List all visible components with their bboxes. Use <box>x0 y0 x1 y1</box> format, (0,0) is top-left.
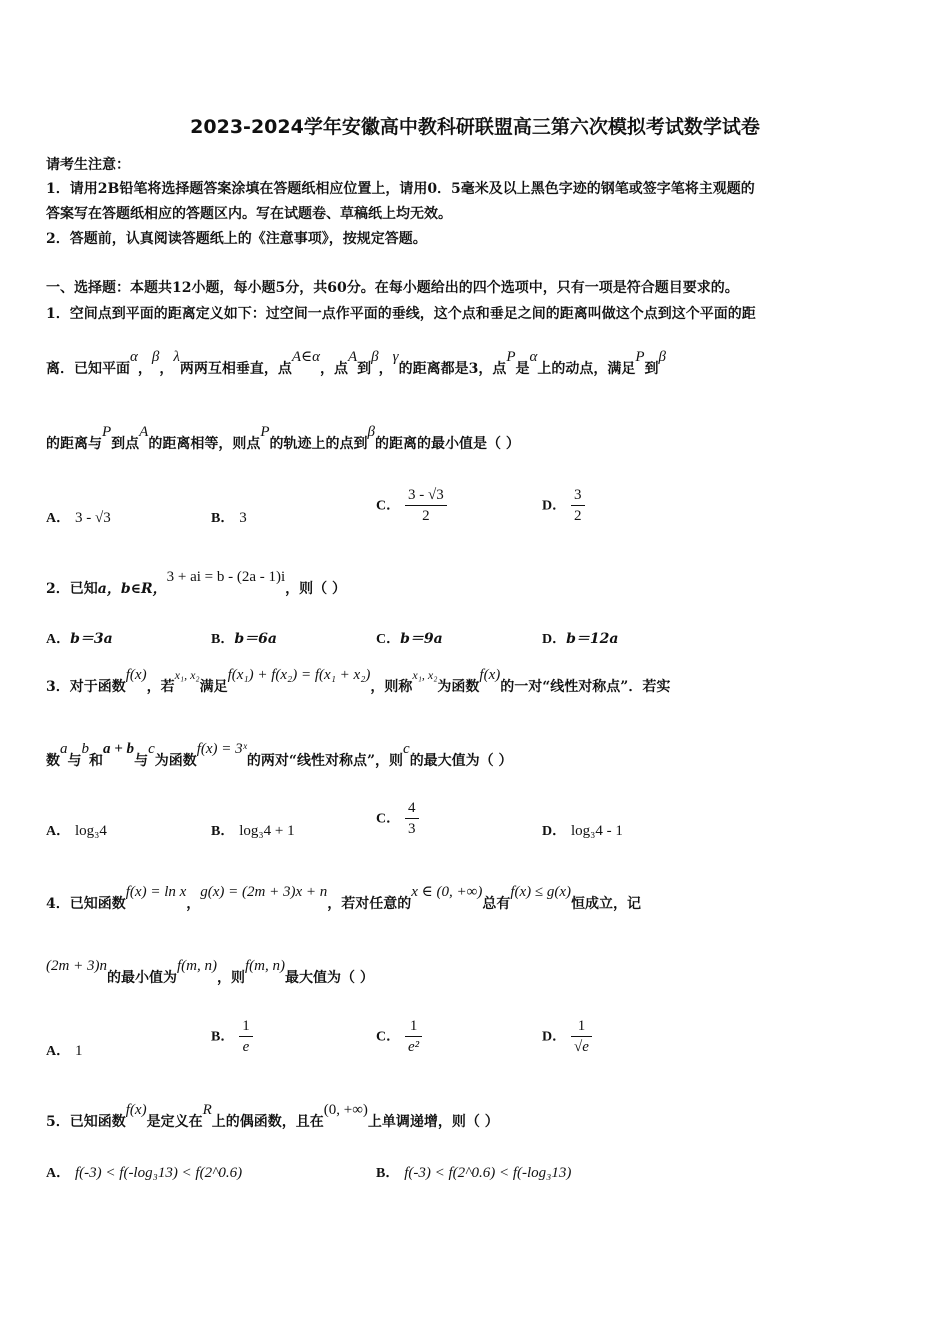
q1-line2 <box>46 349 667 378</box>
q1-option-c[interactable] <box>376 485 447 526</box>
option-value: 3 <box>239 510 247 526</box>
alpha-symbol: α <box>130 349 138 365</box>
point-a: A <box>139 424 149 440</box>
q1-option-d[interactable] <box>542 485 585 526</box>
section-heading: 一、选择题：本题共12小题，每小题5分，共60分。在每小题给出的四个选项中，只有一项是符合题目要求的。 <box>46 280 739 296</box>
option-value: log₃4 - 1 <box>571 823 623 839</box>
q2-option-d[interactable] <box>542 628 618 648</box>
option-label: D． <box>542 1029 567 1045</box>
q3-text: 与 <box>134 753 149 769</box>
q5-option-a[interactable] <box>46 1162 242 1182</box>
fraction <box>571 485 585 526</box>
q1-comma: ， <box>159 361 174 377</box>
fraction-denominator: e <box>242 1039 250 1055</box>
q1-text: 到 <box>644 361 659 377</box>
q4-text: 最大值为（ ） <box>284 970 374 986</box>
notice-item-1a: 1．请用2B铅笔将选择题答案涂填在答题纸相应位置上，请用0．5毫米及以上黑色字迹的钢笔或签字笔将主观题的 <box>46 181 755 197</box>
q1-text: 的距离的最小值是（ ） <box>375 436 520 452</box>
q4-line2 <box>46 958 374 987</box>
point-p: P <box>260 424 270 440</box>
beta-symbol: β <box>658 349 667 365</box>
q2-equation: 3 + ai = b - (2a - 1)i <box>166 569 286 585</box>
q1-text: 的轨迹上的点到 <box>269 436 368 452</box>
q4-text: 总有 <box>482 896 511 912</box>
option-label: B． <box>211 824 235 839</box>
q1-comma: ， <box>378 361 393 377</box>
fraction-denominator: 2 <box>574 508 582 524</box>
q4-text: 恒成立，记 <box>571 896 642 912</box>
option-label: D． <box>542 824 567 839</box>
point-p: P <box>506 349 516 365</box>
point-p: P <box>102 424 112 440</box>
fx-3x-symbol: f(x) = 3ˣ <box>196 741 247 757</box>
q4-fmn: f(m, n) <box>244 958 285 974</box>
q3-option-b[interactable] <box>211 820 295 840</box>
q5-text: 是定义在 <box>146 1114 203 1130</box>
q1-text: 的距离与 <box>46 436 102 452</box>
q4-text: ，若对任意的 <box>327 896 412 912</box>
fraction <box>405 1016 422 1057</box>
q3-option-d[interactable] <box>542 820 623 840</box>
fx-symbol: f(x) <box>125 667 147 683</box>
notice-heading: 请考生注意： <box>46 157 130 173</box>
option-label: A． <box>46 824 71 839</box>
q3-text: 和 <box>89 753 103 769</box>
fraction <box>239 1016 253 1057</box>
option-value: f(-3) < f(-log₃13) < f(2^0.6) <box>75 1165 243 1181</box>
option-label: A． <box>46 1166 71 1181</box>
option-label: A． <box>46 1044 71 1059</box>
c-symbol: c <box>148 741 155 757</box>
q1-text: 是 <box>515 361 530 377</box>
q3-text: 的最大值为（ ） <box>409 753 513 769</box>
q1-text: 上的动点，满足 <box>537 361 636 377</box>
q1-line1: 1．空间点到平面的距离定义如下：过空间一点作平面的垂线，这个点和垂足之间的距离叫做这个点到这个平面的距 <box>46 306 756 322</box>
q1-comma: ， <box>137 361 152 377</box>
q4-option-c[interactable] <box>376 1016 422 1057</box>
q3-text: 3．对于函数 <box>46 679 126 695</box>
q3-text: ，若 <box>146 679 175 695</box>
option-value: b＝6a <box>234 631 277 647</box>
point-p: P <box>635 349 645 365</box>
q1-text: 的距离相等，则点 <box>148 436 261 452</box>
q5-stem <box>46 1102 499 1131</box>
alpha-symbol: α <box>529 349 538 365</box>
option-value: b＝3a <box>70 631 113 647</box>
option-value: f(-3) < f(2^0.6) < f(-log₃13) <box>404 1165 572 1181</box>
q4-text: 的最小值为 <box>106 970 177 986</box>
q2-vars: a，b∈R， <box>97 581 167 597</box>
notice-item-1b: 答案写在答题纸相应的答题区内。写在试题卷、草稿纸上均无效。 <box>46 206 452 222</box>
q4-f-def: f(x) = ln x <box>125 884 187 900</box>
option-label: C． <box>376 498 401 514</box>
q5-text: 5．已知函数 <box>46 1114 126 1130</box>
option-value: log₃4 + 1 <box>239 823 295 839</box>
q5-text: 上单调递增，则（ ） <box>367 1114 499 1130</box>
q3-equation: f(x₁) + f(x₂) = f(x₁ + x₂) <box>227 667 371 683</box>
q4-inequality: f(x) ≤ g(x) <box>510 884 572 900</box>
option-label: A． <box>46 511 71 526</box>
a-symbol: a <box>60 741 68 757</box>
q2-option-a[interactable] <box>46 628 113 648</box>
option-label: D． <box>542 632 567 647</box>
q4-line1 <box>46 884 642 913</box>
option-label: C． <box>376 811 401 827</box>
fraction <box>405 485 447 526</box>
b-symbol: b <box>81 741 89 757</box>
option-value: b＝9a <box>400 631 443 647</box>
beta-symbol: β <box>151 349 160 365</box>
q5-interval: (0, +∞) <box>323 1102 368 1118</box>
q3-text: ，则称 <box>370 679 413 695</box>
beta-symbol: β <box>367 424 375 440</box>
fraction <box>405 798 419 839</box>
fx-symbol: f(x) <box>125 1102 147 1118</box>
q2-option-c[interactable] <box>376 628 443 648</box>
fraction-numerator: 3 - √3 <box>405 485 447 506</box>
q3-line2 <box>46 741 513 770</box>
q3-text: 为函数 <box>437 679 480 695</box>
q3-text: 为函数 <box>154 753 197 769</box>
q3-option-a[interactable] <box>46 820 107 840</box>
q3-text: 的一对“线性对称点”．若实 <box>500 679 671 695</box>
c-symbol: c <box>403 741 410 757</box>
q1-text: 到点 <box>111 436 140 452</box>
option-value: log₃4 <box>75 823 107 839</box>
q3-text: 数 <box>46 753 60 769</box>
q1-text: ，点 <box>320 361 348 377</box>
q4-comma: ， <box>186 896 201 912</box>
q2-text: 2．已知 <box>46 581 98 597</box>
option-label: A． <box>46 632 71 647</box>
q2-text: ，则（ ） <box>285 581 347 597</box>
beta-symbol: β <box>371 349 379 365</box>
option-label: C． <box>376 632 401 647</box>
option-value: b＝12a <box>566 631 619 647</box>
a-in-alpha: A∈α <box>291 349 320 365</box>
q1-text: 离．已知平面 <box>46 361 130 377</box>
q4-option-b[interactable] <box>211 1016 253 1057</box>
q1-line3 <box>46 424 520 453</box>
fraction-numerator: 4 <box>405 798 419 819</box>
q4-option-d[interactable] <box>542 1016 592 1057</box>
fraction-denominator: e² <box>408 1039 420 1055</box>
q5-text: 上的偶函数，且在 <box>211 1114 324 1130</box>
fraction-numerator: 3 <box>571 485 585 506</box>
option-value: 1 <box>75 1043 83 1059</box>
x1x2-symbol: x₁, x₂ <box>412 668 438 682</box>
point-a: A <box>348 349 358 365</box>
q4-domain: x ∈ (0, +∞) <box>411 884 483 900</box>
x1x2-symbol: x₁, x₂ <box>174 668 200 682</box>
q4-text: ，则 <box>216 970 245 986</box>
fraction-numerator: 1 <box>239 1016 253 1037</box>
option-label: B． <box>211 1029 235 1045</box>
fraction-denominator: 3 <box>408 821 416 837</box>
fraction-denominator: √e <box>574 1039 589 1055</box>
fraction-denominator: 2 <box>422 508 430 524</box>
option-label: B． <box>376 1166 400 1181</box>
q2-option-b[interactable] <box>211 628 277 648</box>
q3-text: 满足 <box>199 679 228 695</box>
lambda-symbol: λ <box>173 349 180 365</box>
fraction-numerator: 1 <box>405 1016 422 1037</box>
a-plus-b-symbol: a + b <box>103 741 135 757</box>
q4-option-a[interactable] <box>46 1040 83 1060</box>
option-label: B． <box>211 632 235 647</box>
q1-text: 两两互相垂直，点 <box>179 361 292 377</box>
q1-option-a[interactable] <box>46 507 111 527</box>
q1-text: 到 <box>357 361 372 377</box>
q3-option-c[interactable] <box>376 798 419 839</box>
q4-fmn: f(m, n) <box>176 958 217 974</box>
option-label: B． <box>211 511 235 526</box>
option-value: 3 - √3 <box>75 510 111 526</box>
option-label: C． <box>376 1029 401 1045</box>
q1-option-b[interactable] <box>211 507 247 527</box>
fx-symbol: f(x) <box>479 667 501 683</box>
q4-text: 4．已知函数 <box>46 896 126 912</box>
gamma-symbol: γ <box>392 349 399 365</box>
page-title: 2023-2024学年安徽高中教科研联盟高三第六次模拟考试数学试卷 <box>190 116 760 138</box>
fraction-numerator: 1 <box>571 1016 592 1037</box>
q4-expression: (2m + 3)n <box>46 958 107 974</box>
fraction <box>571 1016 592 1057</box>
q2-stem <box>46 569 347 598</box>
q3-text: 与 <box>67 753 82 769</box>
q3-line1 <box>46 667 671 696</box>
option-label: D． <box>542 498 567 514</box>
notice-item-2: 2．答题前，认真阅读答题纸上的《注意事项》，按规定答题。 <box>46 231 427 247</box>
q4-g-def: g(x) = (2m + 3)x + n <box>200 884 328 900</box>
q3-text: 的两对“线性对称点”，则 <box>246 753 404 769</box>
q1-text: 的距离都是3，点 <box>398 361 507 377</box>
r-symbol: R <box>202 1102 212 1118</box>
q5-option-b[interactable] <box>376 1162 571 1182</box>
